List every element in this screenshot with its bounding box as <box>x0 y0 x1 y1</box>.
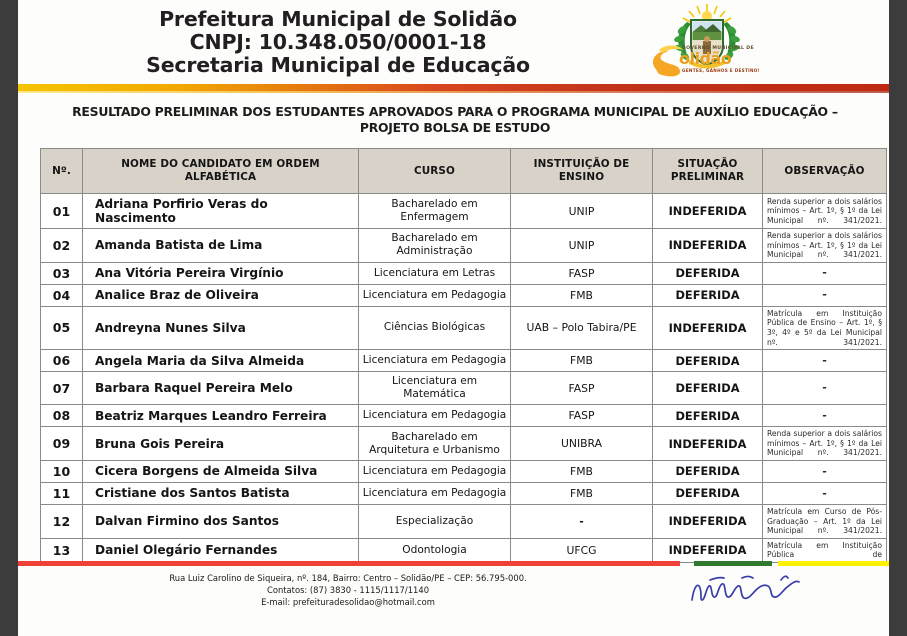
cell-number: 06 <box>41 350 83 372</box>
cell-candidate-name: Beatriz Marques Leandro Ferreira <box>83 405 359 427</box>
cell-candidate-name: Analice Braz de Oliveira <box>83 284 359 306</box>
cell-institution: UNIBRA <box>511 427 653 461</box>
cell-observation: - <box>763 350 887 372</box>
header-city-line: Prefeitura Municipal de Solidão <box>159 7 517 31</box>
cell-status: INDEFERIDA <box>653 427 763 461</box>
cell-number: 12 <box>41 504 83 538</box>
footer-phone: Contatos: (87) 3830 - 1115/1117/1140 <box>266 585 430 595</box>
cell-institution: FMB <box>511 284 653 306</box>
table-row <box>41 306 887 349</box>
footer-address: Rua Luiz Carolino de Siqueira, nº. 184, Bairro: Centro – Solidão/PE – CEP: 56.795-000. <box>169 573 527 583</box>
column-header-status: SITUAÇÃO PRELIMINAR <box>653 149 763 194</box>
page-title-line-1: RESULTADO PRELIMINAR DOS ESTUDANTES APROVADOS PARA O PROGRAMA MUNICIPAL DE AUXÍLIO EDUCAÇÃO – <box>72 104 838 119</box>
table-row <box>41 504 887 538</box>
header-department-line: Secretaria Municipal de Educação <box>146 53 530 77</box>
cell-number: 08 <box>41 405 83 427</box>
cell-observation: Matrícula em Curso de Pós-Graduação – Art. 1º da Lei Municipal nº. 341/2021. <box>763 504 887 538</box>
cell-observation: - <box>763 482 887 504</box>
cell-observation: Renda superior a dois salários mínimos – Art. 1º, § 1º da Lei Municipal nº. 341/2021. <box>763 229 887 263</box>
cell-status: DEFERIDA <box>653 350 763 372</box>
cell-status: DEFERIDA <box>653 372 763 405</box>
cell-candidate-name: Amanda Batista de Lima <box>83 229 359 263</box>
cell-course: Licenciatura em Pedagogia <box>359 482 511 504</box>
svg-text:olidão: olidão <box>679 49 732 68</box>
cell-number: 10 <box>41 460 83 482</box>
table-row <box>41 427 887 461</box>
header-cnpj-line: CNPJ: 10.348.050/0001-18 <box>189 30 487 54</box>
cell-observation: - <box>763 460 887 482</box>
cell-number: 03 <box>41 262 83 284</box>
cell-observation: - <box>763 372 887 405</box>
cell-observation: Renda superior a dois salários mínimos – Art. 1º, § 1º da Lei Municipal nº. 341/2021. <box>763 194 887 229</box>
document-sheet <box>18 0 889 636</box>
cell-status: DEFERIDA <box>653 460 763 482</box>
cell-observation: - <box>763 405 887 427</box>
table-row <box>41 350 887 372</box>
cell-institution: FMB <box>511 482 653 504</box>
page-title <box>60 104 850 136</box>
footer-contact-block <box>18 572 678 608</box>
cell-status: INDEFERIDA <box>653 504 763 538</box>
cell-number: 02 <box>41 229 83 263</box>
footer-email: E-mail: prefeituradesolidao@hotmail.com <box>261 597 435 607</box>
cell-candidate-name: Adriana Porfirio Veras do Nascimento <box>83 194 359 229</box>
cell-course: Especialização <box>359 504 511 538</box>
cell-candidate-name: Andreyna Nunes Silva <box>83 306 359 349</box>
cell-institution: - <box>511 504 653 538</box>
svg-text:GENTES, GANHOS E DESTINO!: GENTES, GANHOS E DESTINO! <box>682 68 760 73</box>
table-row <box>41 262 887 284</box>
column-header-course: CURSO <box>359 149 511 194</box>
table-header-row <box>41 149 887 194</box>
cell-candidate-name: Bruna Gois Pereira <box>83 427 359 461</box>
table-row <box>41 482 887 504</box>
table-row <box>41 284 887 306</box>
municipality-logo <box>643 2 773 82</box>
header-gradient-rule-secondary <box>18 91 889 93</box>
handwritten-signature <box>682 566 872 622</box>
cell-course: Bacharelado em Enfermagem <box>359 194 511 229</box>
cell-course: Licenciatura em Pedagogia <box>359 284 511 306</box>
cell-status: INDEFERIDA <box>653 229 763 263</box>
results-table <box>40 148 887 563</box>
page-title-line-2: PROJETO BOLSA DE ESTUDO <box>359 120 551 135</box>
cell-course: Licenciatura em Pedagogia <box>359 350 511 372</box>
cell-institution: UAB – Polo Tabira/PE <box>511 306 653 349</box>
cell-course: Bacharelado em Arquitetura e Urbanismo <box>359 427 511 461</box>
cell-candidate-name: Daniel Olegário Fernandes <box>83 538 359 562</box>
cell-number: 11 <box>41 482 83 504</box>
cell-candidate-name: Cicera Borgens de Almeida Silva <box>83 460 359 482</box>
column-header-name: NOME DO CANDIDATO EM ORDEM ALFABÉTICA <box>83 149 359 194</box>
cell-institution: FASP <box>511 262 653 284</box>
column-header-number: Nº. <box>41 149 83 194</box>
results-table-body <box>41 194 887 563</box>
table-row <box>41 538 887 562</box>
cell-status: DEFERIDA <box>653 284 763 306</box>
cell-observation: Matrícula em Instituição Pública de <box>763 538 887 562</box>
table-row <box>41 460 887 482</box>
header-gradient-rule <box>18 84 889 91</box>
cell-candidate-name: Ana Vitória Pereira Virgínio <box>83 262 359 284</box>
cell-status: DEFERIDA <box>653 405 763 427</box>
cell-institution: UNIP <box>511 229 653 263</box>
cell-observation: - <box>763 262 887 284</box>
cell-status: DEFERIDA <box>653 482 763 504</box>
cell-institution: FASP <box>511 405 653 427</box>
column-header-institution: INSTITUIÇÃO DE ENSINO <box>511 149 653 194</box>
document-header <box>18 0 889 86</box>
cell-number: 05 <box>41 306 83 349</box>
cell-candidate-name: Barbara Raquel Pereira Melo <box>83 372 359 405</box>
cell-course: Ciências Biológicas <box>359 306 511 349</box>
svg-text:GOVERNO MUNICIPAL DE: GOVERNO MUNICIPAL DE <box>682 46 755 51</box>
cell-observation: - <box>763 284 887 306</box>
cell-course: Licenciatura em Pedagogia <box>359 460 511 482</box>
municipality-wordmark-icon <box>649 38 773 78</box>
table-row <box>41 229 887 263</box>
header-entity-block <box>18 8 658 77</box>
footer-bar-red <box>18 561 680 566</box>
cell-observation: Matrícula em Instituição Pública de Ensino – Art. 1º, § 3º, 4º e 5º da Lei Municipal nº. 341/2021. <box>763 306 887 349</box>
cell-institution: UNIP <box>511 194 653 229</box>
table-row <box>41 405 887 427</box>
cell-status: INDEFERIDA <box>653 194 763 229</box>
cell-candidate-name: Cristiane dos Santos Batista <box>83 482 359 504</box>
cell-number: 07 <box>41 372 83 405</box>
cell-number: 13 <box>41 538 83 562</box>
cell-course: Licenciatura em Pedagogia <box>359 405 511 427</box>
table-row <box>41 372 887 405</box>
cell-course: Bacharelado em Administração <box>359 229 511 263</box>
table-row <box>41 194 887 229</box>
results-table-container <box>40 148 886 563</box>
cell-status: INDEFERIDA <box>653 538 763 562</box>
column-header-observation: OBSERVAÇÃO <box>763 149 887 194</box>
cell-observation: Renda superior a dois salários mínimos – Art. 1º, § 1º da Lei Municipal nº. 341/2021. <box>763 427 887 461</box>
cell-number: 01 <box>41 194 83 229</box>
cell-status: DEFERIDA <box>653 262 763 284</box>
cell-course: Licenciatura em Letras <box>359 262 511 284</box>
cell-institution: UFCG <box>511 538 653 562</box>
cell-number: 09 <box>41 427 83 461</box>
cell-course: Licenciatura em Matemática <box>359 372 511 405</box>
cell-status: INDEFERIDA <box>653 306 763 349</box>
cell-number: 04 <box>41 284 83 306</box>
cell-candidate-name: Angela Maria da Silva Almeida <box>83 350 359 372</box>
cell-institution: FASP <box>511 372 653 405</box>
cell-institution: FMB <box>511 350 653 372</box>
cell-institution: FMB <box>511 460 653 482</box>
cell-course: Odontologia <box>359 538 511 562</box>
cell-candidate-name: Dalvan Firmino dos Santos <box>83 504 359 538</box>
